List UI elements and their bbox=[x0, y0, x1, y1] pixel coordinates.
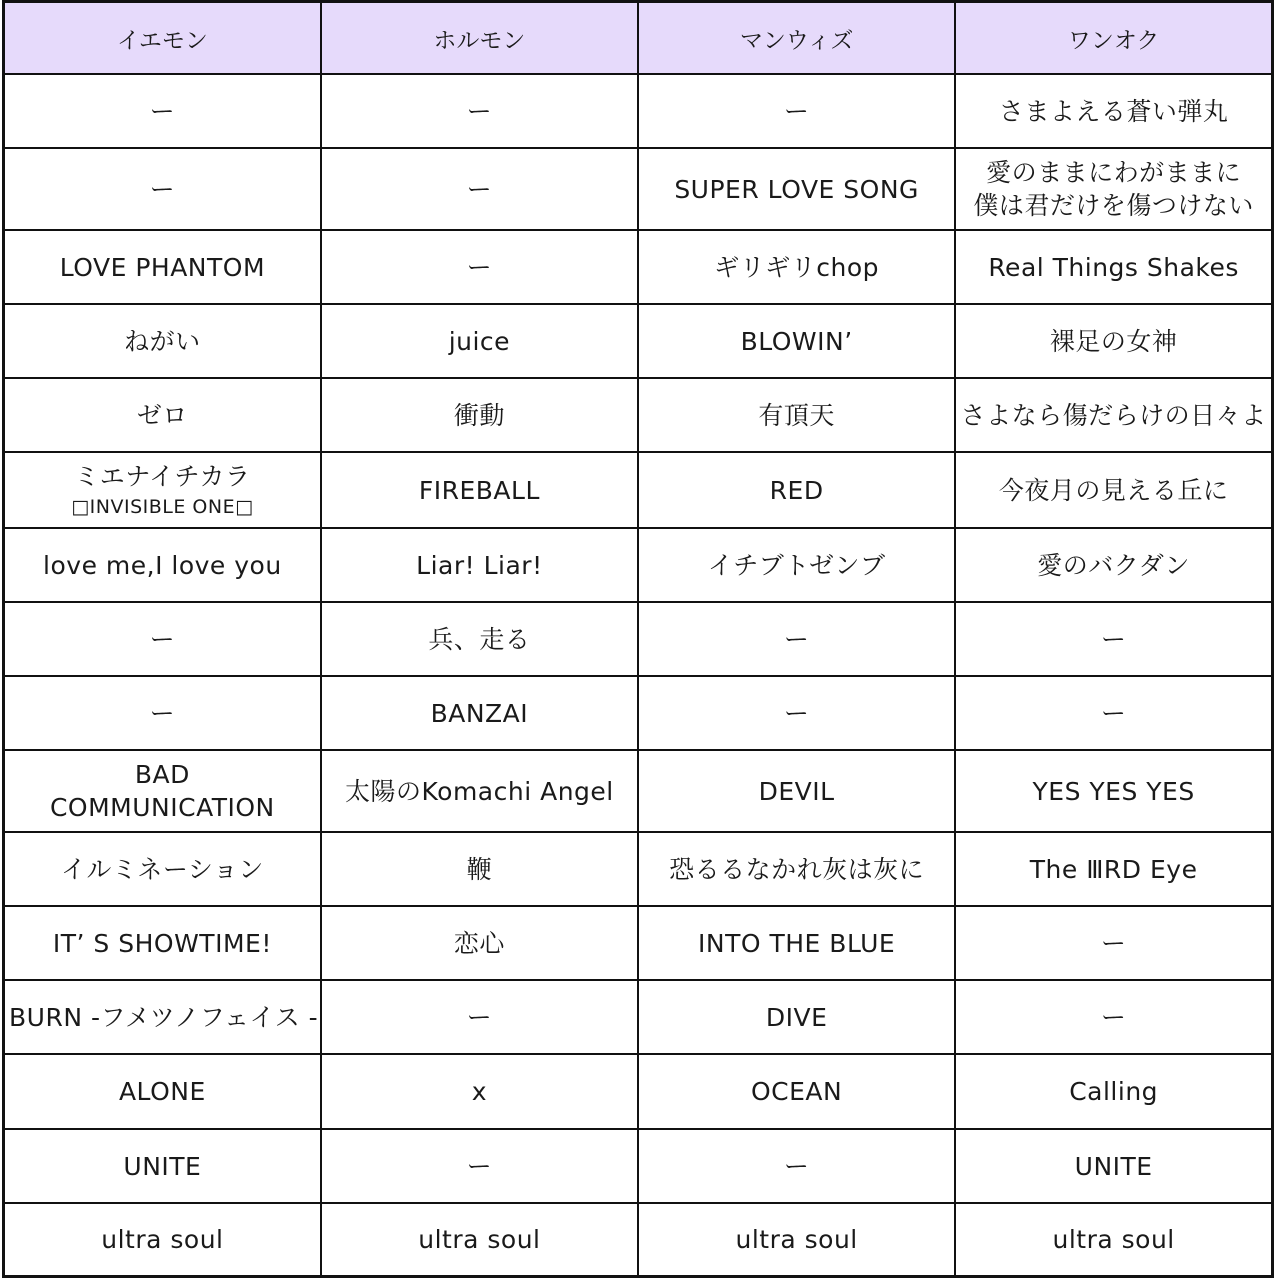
cell-text: IT’ S SHOWTIME! bbox=[52, 928, 272, 958]
table-cell bbox=[955, 148, 1272, 230]
table-cell bbox=[955, 906, 1272, 980]
table-cell bbox=[955, 230, 1272, 304]
table-cell bbox=[4, 676, 321, 750]
table-row bbox=[4, 304, 1273, 378]
table-cell bbox=[321, 1054, 638, 1129]
table-row bbox=[4, 1129, 1273, 1203]
table-cell bbox=[955, 528, 1272, 602]
cell-text: ー bbox=[783, 1151, 810, 1181]
table-row bbox=[4, 1054, 1273, 1129]
cell-text: UNITE bbox=[123, 1151, 202, 1181]
table-cell bbox=[638, 906, 955, 980]
cell-text: DEVIL bbox=[758, 776, 835, 806]
cell-text: DIVE bbox=[765, 1002, 828, 1032]
cell-text: RED bbox=[769, 475, 824, 505]
cell-text: ー bbox=[149, 174, 176, 204]
table-cell bbox=[638, 1054, 955, 1129]
cell-text: OCEAN bbox=[751, 1077, 843, 1106]
column-header: ホルモン bbox=[321, 2, 638, 75]
table-cell bbox=[321, 676, 638, 750]
table-cell bbox=[321, 304, 638, 378]
table-cell bbox=[321, 1129, 638, 1203]
table-cell bbox=[4, 528, 321, 602]
cell-text: Liar! Liar! bbox=[416, 550, 543, 580]
table-cell bbox=[638, 980, 955, 1054]
table-cell bbox=[955, 74, 1272, 148]
table-cell bbox=[4, 980, 321, 1054]
table-cell bbox=[955, 452, 1272, 528]
table-cell bbox=[321, 602, 638, 676]
table-row bbox=[4, 602, 1273, 676]
table-row bbox=[4, 74, 1273, 148]
table-cell bbox=[638, 676, 955, 750]
cell-text: 僕は君だけを傷つけない bbox=[973, 191, 1254, 220]
table-cell bbox=[955, 676, 1272, 750]
table-row bbox=[4, 832, 1273, 906]
table-cell bbox=[955, 980, 1272, 1054]
cell-text: ultra soul bbox=[735, 1224, 858, 1254]
table-cell bbox=[955, 304, 1272, 378]
table-cell bbox=[638, 74, 955, 148]
cell-text: □INVISIBLE ONE□ bbox=[71, 495, 254, 518]
cell-text: ゼロ bbox=[136, 400, 188, 430]
column-header: ワンオク bbox=[955, 2, 1272, 75]
table-cell bbox=[4, 602, 321, 676]
table-cell bbox=[321, 230, 638, 304]
table-cell bbox=[638, 602, 955, 676]
table-body bbox=[4, 74, 1273, 1276]
table-cell bbox=[638, 1129, 955, 1203]
table-cell bbox=[955, 750, 1272, 832]
table-row bbox=[4, 230, 1273, 304]
cell-text: UNITE bbox=[1074, 1151, 1153, 1181]
cell-text: FIREBALL bbox=[418, 475, 540, 505]
table-cell bbox=[321, 832, 638, 906]
table-row bbox=[4, 378, 1273, 452]
cell-text: x bbox=[471, 1077, 488, 1106]
cell-text: ー bbox=[1100, 698, 1127, 728]
table-cell bbox=[955, 602, 1272, 676]
table-row bbox=[4, 750, 1273, 832]
table-cell bbox=[321, 980, 638, 1054]
cell-text: ALONE bbox=[118, 1077, 206, 1106]
cell-text: ー bbox=[783, 624, 810, 654]
table-row bbox=[4, 906, 1273, 980]
table-cell bbox=[638, 230, 955, 304]
cell-text: 衝動 bbox=[453, 400, 505, 430]
cell-text: ー bbox=[783, 698, 810, 728]
cell-text: 愛のバクダン bbox=[1037, 550, 1190, 580]
cell-text: ー bbox=[149, 96, 176, 126]
cell-text: ミエナイチカラ bbox=[74, 461, 251, 491]
table-cell bbox=[638, 832, 955, 906]
table-cell bbox=[4, 304, 321, 378]
table-cell bbox=[638, 528, 955, 602]
table-cell bbox=[4, 832, 321, 906]
cell-text: ultra soul bbox=[418, 1224, 541, 1254]
table-cell bbox=[638, 304, 955, 378]
table-cell bbox=[321, 378, 638, 452]
table-cell bbox=[321, 148, 638, 230]
cell-text: ー bbox=[466, 252, 493, 282]
table-cell bbox=[321, 750, 638, 832]
cell-text: ギリギリchop bbox=[714, 252, 879, 282]
cell-text: YES YES YES bbox=[1032, 776, 1195, 806]
cell-text: ねがい bbox=[124, 326, 201, 356]
table-cell bbox=[4, 1203, 321, 1276]
table-cell bbox=[321, 906, 638, 980]
table-cell bbox=[638, 1203, 955, 1276]
table-row bbox=[4, 676, 1273, 750]
cell-text: love me,I love you bbox=[43, 550, 282, 580]
song-comparison-table bbox=[2, 0, 1274, 1278]
table-cell bbox=[4, 1129, 321, 1203]
cell-text: SUPER LOVE SONG bbox=[674, 174, 919, 204]
cell-text: ー bbox=[783, 96, 810, 126]
cell-text: ー bbox=[466, 96, 493, 126]
cell-text: 恐るるなかれ灰は灰に bbox=[669, 854, 925, 884]
table-row bbox=[4, 980, 1273, 1054]
cell-text: ー bbox=[466, 174, 493, 204]
cell-text: BAD bbox=[134, 760, 190, 789]
table-cell bbox=[955, 378, 1272, 452]
table-row bbox=[4, 148, 1273, 230]
cell-text: ー bbox=[466, 1002, 493, 1032]
cell-text: ー bbox=[1100, 928, 1127, 958]
table-cell bbox=[955, 1203, 1272, 1276]
table-cell bbox=[955, 832, 1272, 906]
cell-text: COMMUNICATION bbox=[49, 793, 275, 822]
cell-text: ultra soul bbox=[101, 1224, 224, 1254]
cell-text: The ⅢRD Eye bbox=[1029, 854, 1198, 884]
cell-text: BLOWIN’ bbox=[740, 326, 853, 356]
table-cell bbox=[638, 452, 955, 528]
table-cell bbox=[955, 1054, 1272, 1129]
cell-text: さまよえる蒼い弾丸 bbox=[998, 96, 1229, 126]
column-header: マンウィズ bbox=[638, 2, 955, 75]
cell-text: 有頂天 bbox=[758, 400, 835, 430]
table-cell bbox=[4, 148, 321, 230]
table-cell bbox=[4, 74, 321, 148]
table-cell bbox=[4, 750, 321, 832]
table-cell bbox=[638, 378, 955, 452]
table-cell bbox=[4, 230, 321, 304]
cell-text: ー bbox=[149, 624, 176, 654]
table-row bbox=[4, 1203, 1273, 1276]
table-row bbox=[4, 452, 1273, 528]
column-header: イエモン bbox=[4, 2, 321, 75]
cell-text: juice bbox=[448, 326, 511, 356]
cell-text: 兵、走る bbox=[428, 624, 531, 654]
cell-text: Calling bbox=[1069, 1077, 1159, 1106]
cell-text: イチブトゼンブ bbox=[707, 550, 886, 580]
table-cell bbox=[321, 452, 638, 528]
cell-text: 鞭 bbox=[466, 854, 493, 884]
cell-text: ー bbox=[1100, 624, 1127, 654]
table-row bbox=[4, 528, 1273, 602]
cell-text: Real Things Shakes bbox=[988, 252, 1239, 282]
cell-text: BANZAI bbox=[430, 698, 529, 728]
table-cell bbox=[321, 1203, 638, 1276]
cell-text: 愛のままにわがままに bbox=[986, 158, 1242, 187]
table-cell bbox=[4, 1054, 321, 1129]
cell-text: BURN -フメツノフェイス - bbox=[9, 1002, 319, 1032]
table-cell bbox=[4, 906, 321, 980]
table-cell bbox=[321, 528, 638, 602]
cell-text: 裸足の女神 bbox=[1049, 326, 1178, 356]
cell-text: 今夜月の見える丘に bbox=[998, 475, 1229, 505]
cell-text: ultra soul bbox=[1052, 1224, 1175, 1254]
cell-text: ー bbox=[1100, 1002, 1127, 1032]
table-cell bbox=[321, 74, 638, 148]
table-cell bbox=[638, 750, 955, 832]
cell-text: ー bbox=[149, 698, 176, 728]
cell-text: LOVE PHANTOM bbox=[59, 252, 266, 282]
table-cell bbox=[955, 1129, 1272, 1203]
cell-text: イルミネーション bbox=[60, 854, 264, 884]
cell-text: 恋心 bbox=[453, 928, 505, 958]
header-row bbox=[4, 2, 1273, 75]
table-cell bbox=[4, 452, 321, 528]
cell-text: 太陽のKomachi Angel bbox=[345, 776, 614, 806]
cell-text: ー bbox=[466, 1151, 493, 1181]
cell-text: INTO THE BLUE bbox=[698, 928, 896, 958]
table-cell bbox=[638, 148, 955, 230]
cell-text: さよなら傷だらけの日々よ bbox=[960, 400, 1267, 430]
table-cell bbox=[4, 378, 321, 452]
